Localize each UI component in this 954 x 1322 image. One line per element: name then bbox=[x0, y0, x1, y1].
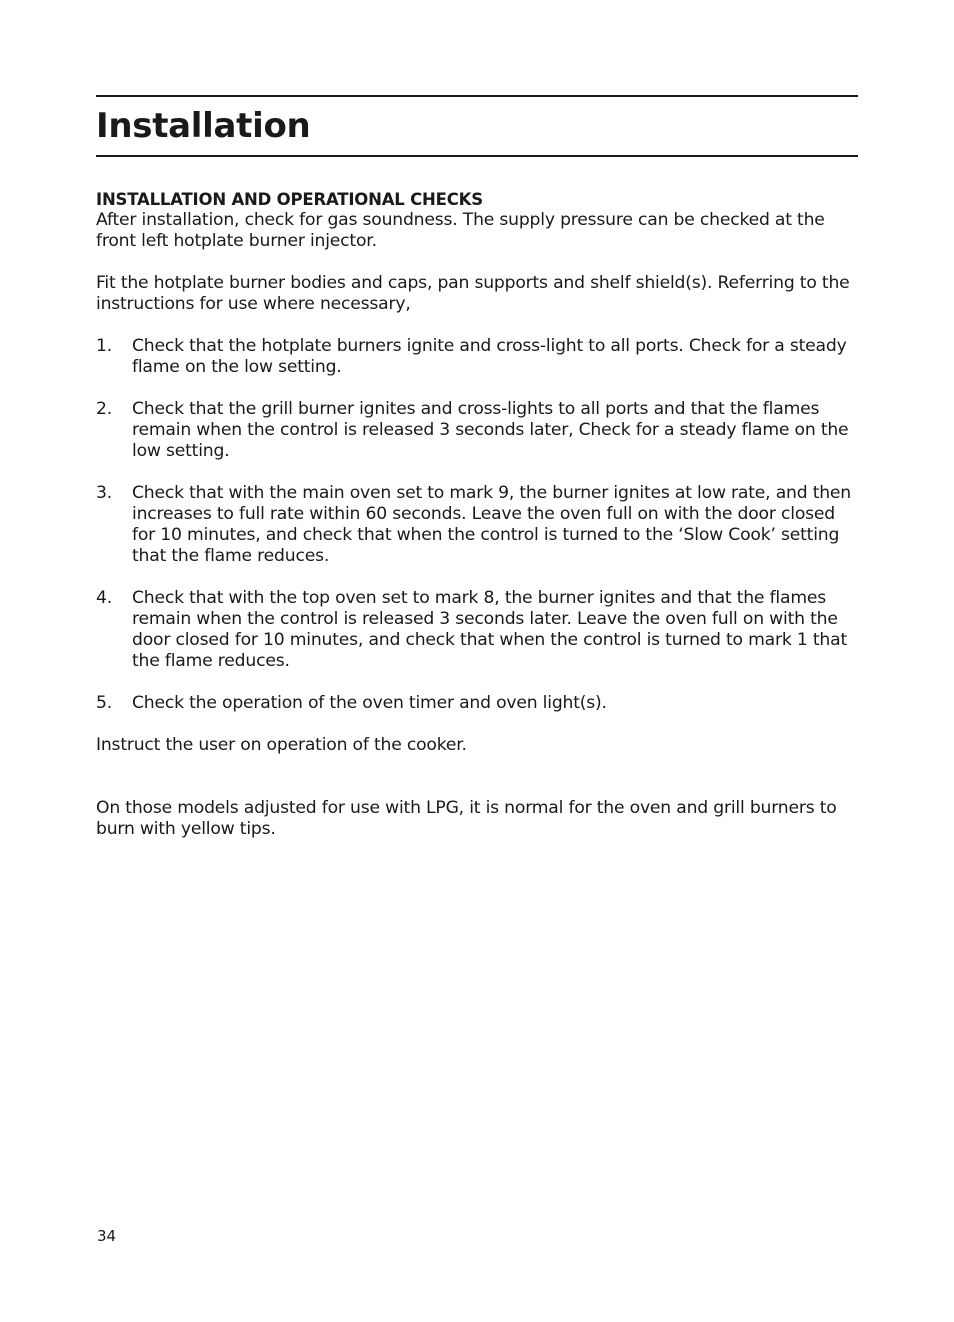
page-content bbox=[96, 95, 858, 861]
step-text: Check that with the top oven set to mark 8, the burner ignites and that the flames remain when the control is released 3 seconds later. Leave the oven full on with the door closed for 10 minutes, and check that when the control is turned to mark 1 that the flame reduces. bbox=[132, 588, 847, 671]
list-item bbox=[96, 693, 858, 714]
step-number: 2. bbox=[96, 399, 112, 419]
step-text: Check that with the main oven set to mark 9, the burner ignites at low rate, and then increases to full rate within 60 seconds. Leave the oven full on with the door closed for 10 minutes, and check that when the control is turned to the ‘Slow Cook’ setting that the flame reduces. bbox=[132, 483, 851, 566]
section-body bbox=[96, 189, 858, 840]
instruct-user-paragraph: Instruct the user on operation of the cooker. bbox=[96, 735, 467, 755]
page-number: 34 bbox=[97, 1227, 117, 1245]
list-item bbox=[96, 588, 858, 672]
step-text: Check that the grill burner ignites and cross-lights to all ports and that the flames remain when the control is released 3 seconds later, Check for a steady flame on the low setting. bbox=[132, 399, 849, 461]
fit-instruction-paragraph: Fit the hotplate burner bodies and caps, pan supports and shelf shield(s). Referring to the instructions for use where necessary, bbox=[96, 273, 850, 314]
check-steps-list bbox=[96, 336, 858, 714]
lpg-note-paragraph: On those models adjusted for use with LPG, it is normal for the oven and grill burners to burn with yellow tips. bbox=[96, 798, 837, 839]
bottom-rule bbox=[96, 155, 858, 157]
step-text: Check the operation of the oven timer and oven light(s). bbox=[132, 693, 607, 713]
page-title: Installation bbox=[96, 106, 311, 146]
step-number: 4. bbox=[96, 588, 112, 608]
step-number: 5. bbox=[96, 693, 112, 713]
list-item bbox=[96, 483, 858, 567]
step-text: Check that the hotplate burners ignite and cross-light to all ports. Check for a steady flame on the low setting. bbox=[132, 336, 847, 377]
list-item bbox=[96, 399, 858, 462]
section-heading: INSTALLATION AND OPERATIONAL CHECKS bbox=[96, 190, 483, 209]
step-number: 1. bbox=[96, 336, 112, 356]
list-item bbox=[96, 336, 858, 378]
intro-paragraph: After installation, check for gas soundness. The supply pressure can be checked at the front left hotplate burner injector. bbox=[96, 210, 825, 251]
step-number: 3. bbox=[96, 483, 112, 503]
